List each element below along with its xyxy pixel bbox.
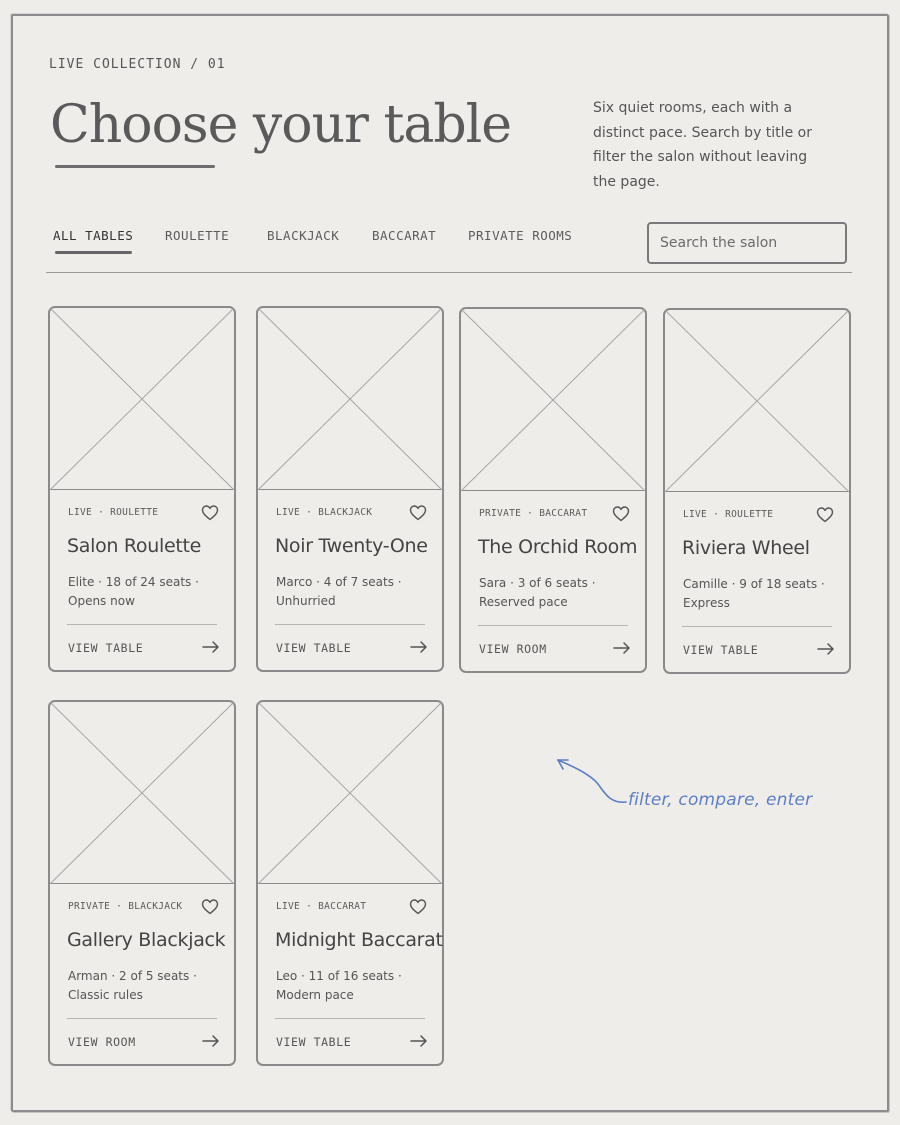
active-tab-indicator [55, 251, 132, 254]
heart-icon[interactable] [409, 898, 427, 916]
view-button[interactable]: VIEW TABLE [68, 641, 144, 655]
annotation-note: filter, compare, enter [628, 790, 813, 810]
card-divider [67, 624, 217, 625]
tab-blackjack[interactable]: BLACKJACK [267, 228, 340, 243]
arrow-right-icon[interactable] [410, 1034, 428, 1048]
image-placeholder [461, 309, 645, 491]
table-card[interactable] [256, 306, 444, 672]
image-placeholder [665, 310, 849, 492]
arrow-right-icon[interactable] [613, 641, 631, 655]
search-input[interactable] [647, 222, 847, 264]
arrow-right-icon[interactable] [817, 642, 835, 656]
tab-baccarat[interactable]: BACCARAT [372, 228, 437, 243]
card-detail: Sara · 3 of 6 seats · Reserved pace [479, 576, 596, 609]
image-placeholder [258, 308, 442, 490]
card-divider [275, 624, 425, 625]
collection-eyebrow: LIVE COLLECTION / 01 [49, 57, 226, 72]
image-placeholder [50, 308, 234, 490]
card-detail: Elite · 18 of 24 seats · Opens now [68, 575, 199, 608]
heart-icon[interactable] [201, 504, 219, 522]
card-meta: LIVE · ROULETTE [683, 509, 774, 520]
intro-text: Six quiet rooms, each with a distinct pace. Search by title or filter the salon without leaving the page. [593, 100, 812, 190]
card-divider [67, 1018, 217, 1019]
card-divider [682, 626, 832, 627]
card-title: Noir Twenty-One [275, 535, 428, 557]
view-button[interactable]: VIEW TABLE [276, 641, 352, 655]
tab-private-rooms[interactable]: PRIVATE ROOMS [468, 228, 573, 243]
card-meta: PRIVATE · BLACKJACK [68, 901, 183, 912]
page-title: Choose your table [50, 95, 512, 155]
heart-icon[interactable] [612, 505, 630, 523]
arrow-right-icon[interactable] [410, 640, 428, 654]
heart-icon[interactable] [409, 504, 427, 522]
table-card[interactable] [663, 308, 851, 674]
heart-icon[interactable] [816, 506, 834, 524]
view-button[interactable]: VIEW ROOM [479, 642, 547, 656]
table-card[interactable] [48, 700, 236, 1066]
card-meta: PRIVATE · BACCARAT [479, 508, 588, 519]
tab-roulette[interactable]: ROULETTE [165, 228, 230, 243]
view-button[interactable]: VIEW TABLE [683, 643, 759, 657]
tab-all-tables[interactable]: ALL TABLES [53, 228, 134, 243]
card-divider [275, 1018, 425, 1019]
card-meta: LIVE · ROULETTE [68, 507, 159, 518]
view-button[interactable]: VIEW TABLE [276, 1035, 352, 1049]
card-title: Salon Roulette [67, 535, 202, 557]
card-meta: LIVE · BLACKJACK [276, 507, 373, 518]
table-card[interactable] [459, 307, 647, 673]
card-title: Gallery Blackjack [67, 929, 226, 951]
image-placeholder [50, 702, 234, 884]
card-title: Riviera Wheel [682, 537, 810, 559]
annotation-arrow-icon [552, 752, 632, 810]
header-divider [46, 272, 852, 273]
card-title: Midnight Baccarat [275, 929, 443, 951]
card-divider [478, 625, 628, 626]
arrow-right-icon[interactable] [202, 1034, 220, 1048]
card-detail: Arman · 2 of 5 seats · Classic rules [68, 969, 197, 1002]
title-underline [55, 165, 215, 168]
card-detail: Leo · 11 of 16 seats · Modern pace [276, 969, 402, 1002]
image-placeholder [258, 702, 442, 884]
card-title: The Orchid Room [478, 536, 638, 558]
card-detail: Camille · 9 of 18 seats · Express [683, 577, 825, 610]
arrow-right-icon[interactable] [202, 640, 220, 654]
card-detail: Marco · 4 of 7 seats · Unhurried [276, 575, 402, 608]
table-card[interactable] [256, 700, 444, 1066]
card-meta: LIVE · BACCARAT [276, 901, 367, 912]
table-card[interactable] [48, 306, 236, 672]
view-button[interactable]: VIEW ROOM [68, 1035, 136, 1049]
heart-icon[interactable] [201, 898, 219, 916]
